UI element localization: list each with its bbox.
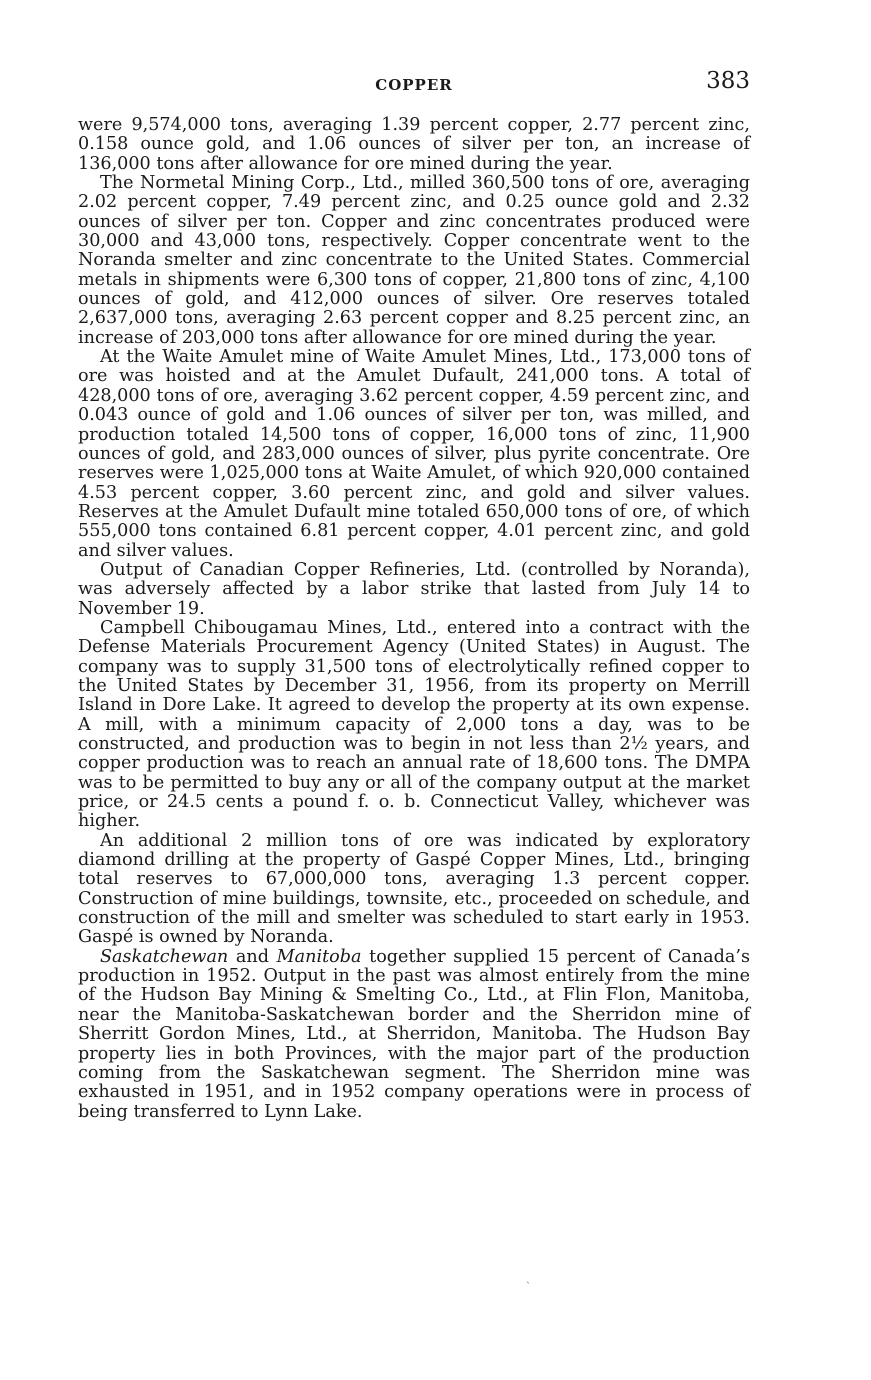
paragraph-7-text: together supplied 15 percent of Canada’s production in 1952. Output in the past was almost entirely from the mine of the Hudson Bay Mining & Smelting Co., Ltd., at Flin Flon, Manitoba, near the Manitoba-Saskatchewan border and the Sherridon mine of Sherritt Gordon Mines, Ltd., at Sherridon, Manitoba. The Hudson Bay property lies in both Provinces, with the major part of the production coming from the Saskatchewan segment. The Sherridon mine was exhausted in 1951, and in 1952 company operations were in process of being transferred to Lynn Lake. bbox=[78, 946, 750, 1122]
stray-mark: ˏ bbox=[526, 1270, 530, 1284]
italic-term-saskatchewan: Saskatchewan bbox=[100, 946, 229, 967]
paragraph-6: An additional 2 million tons of ore was indicated by exploratory diamond drilling at the property of Gaspé Copper Mines, Ltd., bringing total reserves to 67,000,000 tons, averaging 1.3 percent copper. Construction of mine buildings, townsite, etc., proceeded on schedule, and construction of the mill and smelter was scheduled to start early in 1953. Gaspé is owned by Noranda. bbox=[78, 830, 750, 948]
page-number: 383 bbox=[706, 68, 750, 94]
section-title: COPPER bbox=[375, 76, 453, 94]
running-head bbox=[78, 66, 750, 96]
paragraph-1: were 9,574,000 tons, averaging 1.39 percent copper, 2.77 percent zinc, 0.158 ounce gold, and 1.06 ounces of silver per ton, an increase of 136,000 tons after allowance for ore mined during the year. bbox=[78, 115, 750, 174]
italic-term-manitoba: Manitoba bbox=[276, 946, 362, 967]
paragraph-7 bbox=[78, 948, 750, 1122]
body-text bbox=[78, 116, 750, 1122]
paragraph-5: Campbell Chibougamau Mines, Ltd., entered into a contract with the Defense Materials Procurement Agency (United States) in August. The company was to supply 31,500 tons of electrolytically refined copper to the United States by December 31, 1956, from its property on Merrill Island in Dore Lake. It agreed to develop the property at its own expense. A mill, with a minimum capacity of 2,000 tons a day, was to be constructed, and production was to begin in not less than 2½ years, and copper production was to reach an annual rate of 18,600 tons. The DMPA was to be permitted to buy any or all of the company output at the market price, or 24.5 cents a pound f. o. b. Connecticut Valley, whichever was higher. bbox=[78, 617, 750, 832]
paragraph-2: The Normetal Mining Corp., Ltd., milled 360,500 tons of ore, averaging 2.02 percent copper, 7.49 percent zinc, and 0.25 ounce gold and 2.32 ounces of silver per ton. Copper and zinc concentrates produced were 30,000 and 43,000 tons, respectively. Copper concentrate went to the Noranda smelter and zinc concentrate to the United States. Commercial metals in shipments were 6,300 tons of copper, 21,800 tons of zinc, 4,100 ounces of gold, and 412,000 ounces of silver. Ore reserves totaled 2,637,000 tons, averaging 2.63 percent copper and 8.25 percent zinc, an increase of 203,000 tons after allowance for ore mined during the year. bbox=[78, 173, 750, 348]
paragraph-3: At the Waite Amulet mine of Waite Amulet Mines, Ltd., 173,000 tons of ore was hoisted and at the Amulet Dufault, 241,000 tons. A total of 428,000 tons of ore, averaging 3.62 percent copper, 4.59 percent zinc, and 0.043 ounce of gold and 1.06 ounces of silver per ton, was milled, and production totaled 14,500 tons of copper, 16,000 tons of zinc, 11,900 ounces of gold, and 283,000 ounces of silver, plus pyrite concentrate. Ore reserves were 1,025,000 tons at Waite Amulet, of which 920,000 contained 4.53 percent copper, 3.60 percent zinc, and gold and silver values. Reserves at the Amulet Dufault mine totaled 650,000 tons of ore, of which 555,000 tons contained 6.81 percent copper, 4.01 percent zinc, and gold and silver values. bbox=[78, 347, 750, 561]
paragraph-4: Output of Canadian Copper Refineries, Ltd. (controlled by Noranda), was adversely affected by a labor strike that lasted from July 14 to November 19. bbox=[78, 559, 750, 619]
paragraph-7-join: and bbox=[228, 946, 277, 967]
